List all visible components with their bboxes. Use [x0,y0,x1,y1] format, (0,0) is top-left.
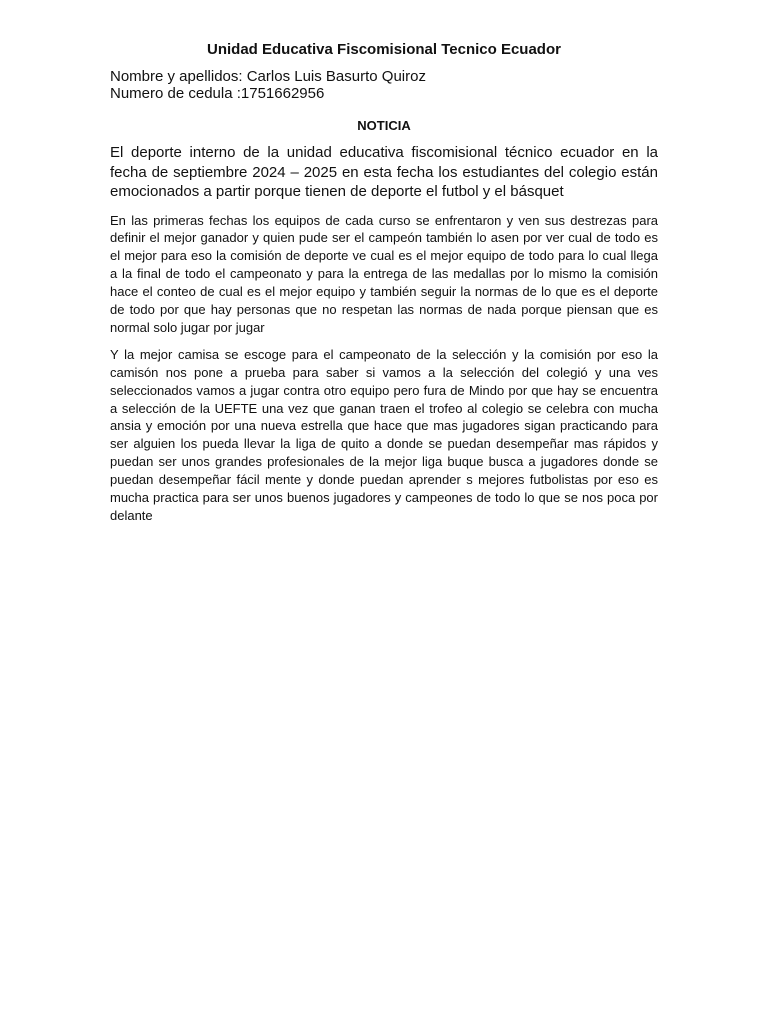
student-info [110,68,658,102]
lead-paragraph: El deporte interno de la unidad educativa fiscomisional técnico ecuador en la fecha de septiembre 2024 – 2025 en esta fecha los estudiantes del colegio están emocionados a partir porque tienen de deporte el futbol y el básquet [110,144,658,200]
student-name-line: Nombre y apellidos: Carlos Luis Basurto Quiroz [110,68,426,85]
body-paragraph-2: Y la mejor camisa se escoge para el campeonato de la selección y la comisión por eso la camisón nos pone a prueba para saber si vamos a la selección del colegió y una ves seleccionados vamos a jugar contra otro equipo pero fura de Mindo por que hay se encuentra a selección de la UEFTE una vez que ganan traen el trofeo al colegio se celebra con mucha ansia y emoción por una nueva estrella que hace que mas jugadores sigan practicando para ser alguien los pueda llevar la liga de quito a donde se puedan desempeñar mas rápidos y puedan ser unos grandes profesionales de la mejor liga buque busca a jugadores donde se puedan desempeñar fácil mente y donde puedan aprender s mejores futbolistas por eso es mucha practica para ser unos buenos jugadores y campeones de todo lo que se nos poca por delante [110,346,658,523]
document-page [110,40,658,534]
body-paragraph-1: En las primeras fechas los equipos de cada curso se enfrentaron y ven sus destrezas para definir el mejor ganador y quien pude ser el campeón también lo asen por ver cual de todo es el mejor para eso la comisión de deporte ve cual es el mejor equipo de todo para lo cual llega a la final de todo el campeonato y para la entrega de las medallas por lo mismo la comisión hace el conteo de cual es el mejor equipo y también seguir la normas de lo que es el deporte de todo por que hay personas que no respetan las normas de nada porque piensan que es normal solo jugar por jugar [110,212,658,335]
school-title: Unidad Educativa Fiscomisional Tecnico Ecuador [207,41,561,58]
student-id-line: Numero de cedula :1751662956 [110,85,325,102]
section-title: NOTICIA [357,118,411,133]
